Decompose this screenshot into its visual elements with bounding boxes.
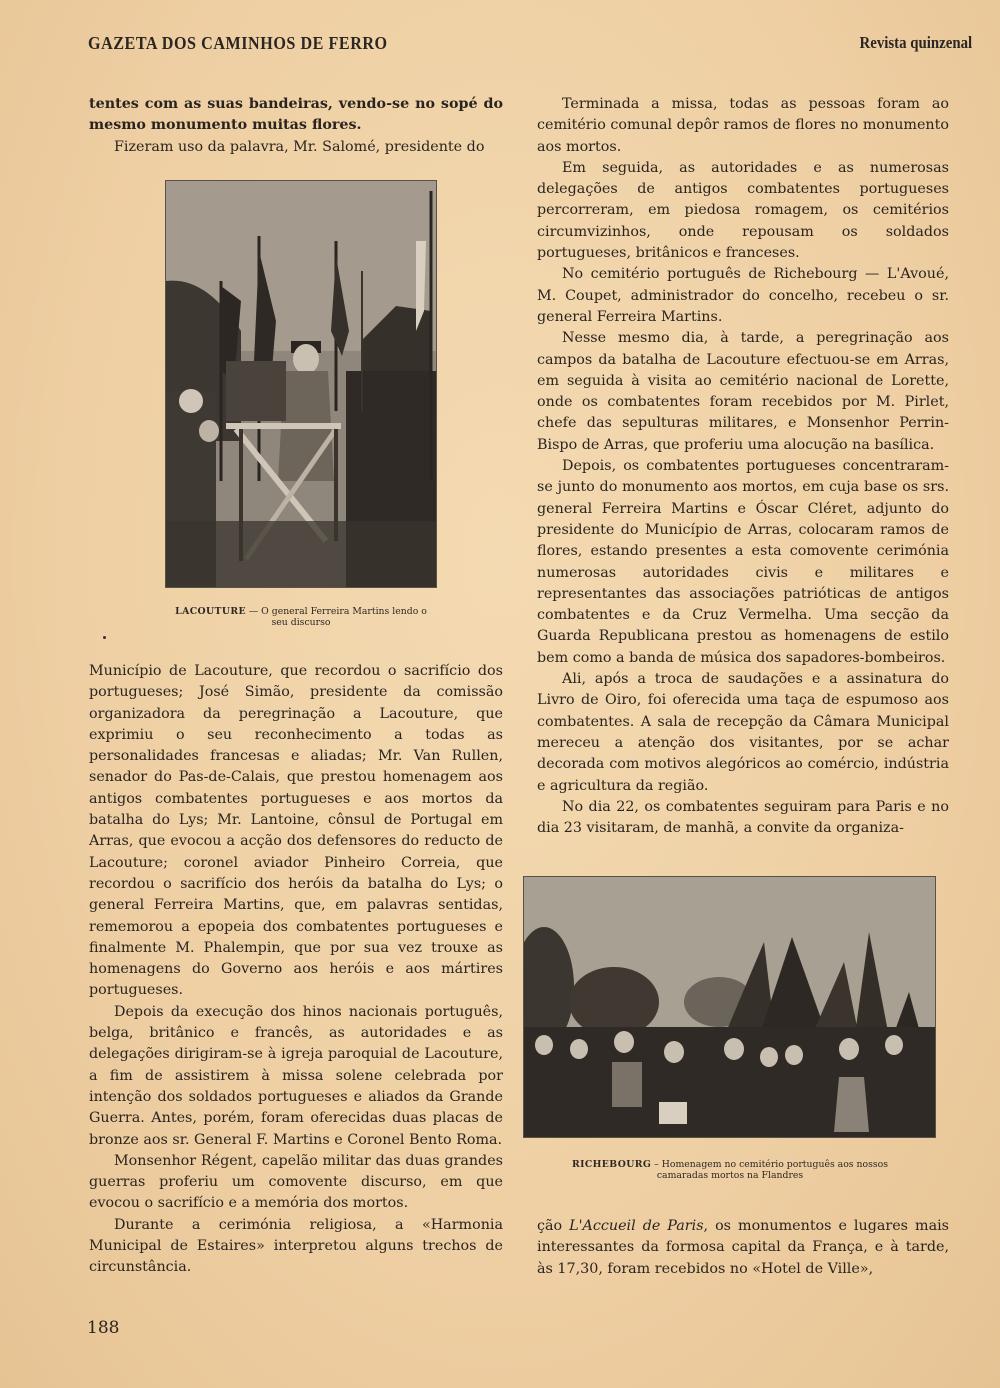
- paragraph: Monsenhor Régent, capelão militar das duas grandes guerras proferiu um comovente discurso, em que evocou o sacrifício e a memória dos mortos.: [89, 1152, 503, 1212]
- paragraph: Nesse mesmo dia, à tarde, a peregrinação aos campos da batalha de Lacouture efectuou-se em Arras, em seguida à visita ao cemitério nacional de Lorette, onde os combatentes foram recebidos por M. Pirlet, chefe das sepulturas militares, e Monsenhor Perrin-Bispo de Arras, que proferiu uma alocução na basílica.: [537, 330, 949, 453]
- photo-lacouture-image: [166, 181, 436, 587]
- paragraph: Terminada a missa, todas as pessoas foram ao cemitério comunal depôr ramos de flores no monumento aos mortos.: [537, 96, 949, 155]
- photo-richebourg-caption: [560, 1159, 900, 1181]
- caption-text: — O general Ferreira Martins lendo o seu discurso: [245, 606, 427, 628]
- paragraph: Fizeram uso da palavra, Mr. Salomé, presidente do: [114, 138, 485, 155]
- caption-lead: LACOUTURE: [175, 606, 246, 617]
- paragraph: No dia 22, os combatentes seguiram para Paris e no dia 23 visitaram, de manhã, a convite da organiza-: [537, 798, 949, 837]
- page-number: 188: [87, 1318, 120, 1338]
- photo-lacouture-caption: [166, 606, 436, 628]
- publication-title: GAZETA DOS CAMINHOS DE FERRO: [88, 33, 388, 53]
- paragraph: Depois, os combatentes portugueses concentraram-se junto do monumento aos mortos, em cuja base os srs. general Ferreira Martins e Óscar Cléret, adjunto do presidente do Município de Arras, colocaram ramos de flores, estando presentes a esta comovente cerimónia numerosas autoridades civis e militares e representantes das associações patrióticas de antigos combatentes e da Cruz Vermelha. Uma secção da Guarda Republicana prestou as homenagens de estilo bem como a banda de música dos sapadores-bombeiros.: [537, 458, 949, 666]
- italic-title: L'Accueil de Paris: [569, 1218, 704, 1234]
- caption-text: – Homenagem no cemitério português aos nossos camaradas mortos na Flandres: [651, 1159, 889, 1181]
- right-column-bottom: [537, 1216, 949, 1280]
- left-column-bottom: [89, 661, 503, 1279]
- text-run: , os monumentos e lugares mais interessantes da formosa capital da França, e à tarde, às 17,30, foram recebidos no «Hotel de Ville»,: [537, 1218, 949, 1277]
- right-column-top: [537, 94, 949, 839]
- paragraph: Em seguida, as autoridades e as numerosas delegações de antigos combatentes portugueses percorreram, em piedosa romagem, os cemitérios circumvizinhos, onde repousam os soldados portugueses, britânicos e franceses.: [537, 159, 949, 262]
- paragraph: No cemitério português de Richebourg — L'Avoué, M. Coupet, administrador do concelho, recebeu o sr. general Ferreira Martins.: [537, 266, 949, 325]
- left-column-top: [89, 94, 503, 158]
- running-header: [88, 33, 972, 57]
- stray-mark: [103, 636, 106, 639]
- publication-subtitle: Revista quinzenal: [859, 33, 972, 52]
- text-run: ção: [537, 1218, 570, 1234]
- photo-lacouture: [166, 181, 436, 587]
- photo-richebourg: [524, 877, 935, 1137]
- caption-lead: RICHEBOURG: [571, 1159, 652, 1170]
- paragraph: [537, 1216, 949, 1280]
- paragraph: Durante a cerimónia religiosa, a «Harmonia Municipal de Estaires» interpretou alguns trechos de circunstância.: [89, 1216, 503, 1276]
- photo-richebourg-image: [524, 877, 935, 1137]
- paragraph: Município de Lacouture, que recordou o sacrifício dos portugueses; José Simão, presidente da comissão organizadora da peregrinação a Lacouture, que exprimiu o seu reconhecimento a todas as personalidades francesas e aliadas; Mr. Van Rullen, senador do Pas-de-Calais, que prestou homenagem aos antigos combatentes portugueses e aos mortos da batalha do Lys; Mr. Lantoine, cônsul de Portugal em Arras, que evocou a acção dos defensores do reducto de Lacouture; coronel aviador Pinheiro Correia, que recordou o sacrifício dos heróis da batalha do Lys; o general Ferreira Martins, que, em palavras sentidas, rememorou a epopeia dos combatentes portugueses e finalmente M. Phalempin, que por sua vez trouxe as homenagens do Governo aos heróis e aos mártires portugueses.: [89, 663, 503, 999]
- paragraph: Depois da execução dos hinos nacionais português, belga, britânico e francês, as autoridades e as delegações dirigiram-se à igreja paroquial de Lacouture, a fim de assistirem à missa solene celebrada por intenção dos soldados portugueses e aliados da Grande Guerra. Antes, porém, foram oferecidas duas placas de bronze aos sr. General F. Martins e Coronel Bento Roma.: [89, 1003, 503, 1148]
- paragraph: tentes com as suas bandeiras, vendo-se no sopé do mesmo monumento muitas flores.: [89, 96, 503, 134]
- paragraph: Ali, após a troca de saudações e a assinatura do Livro de Oiro, foi oferecida uma taça de espumoso aos combatentes. A sala de recepção da Câmara Municipal mereceu a atenção dos visitantes, por se achar decorada com motivos alegóricos ao comércio, indústria e agricultura da região.: [537, 671, 949, 794]
